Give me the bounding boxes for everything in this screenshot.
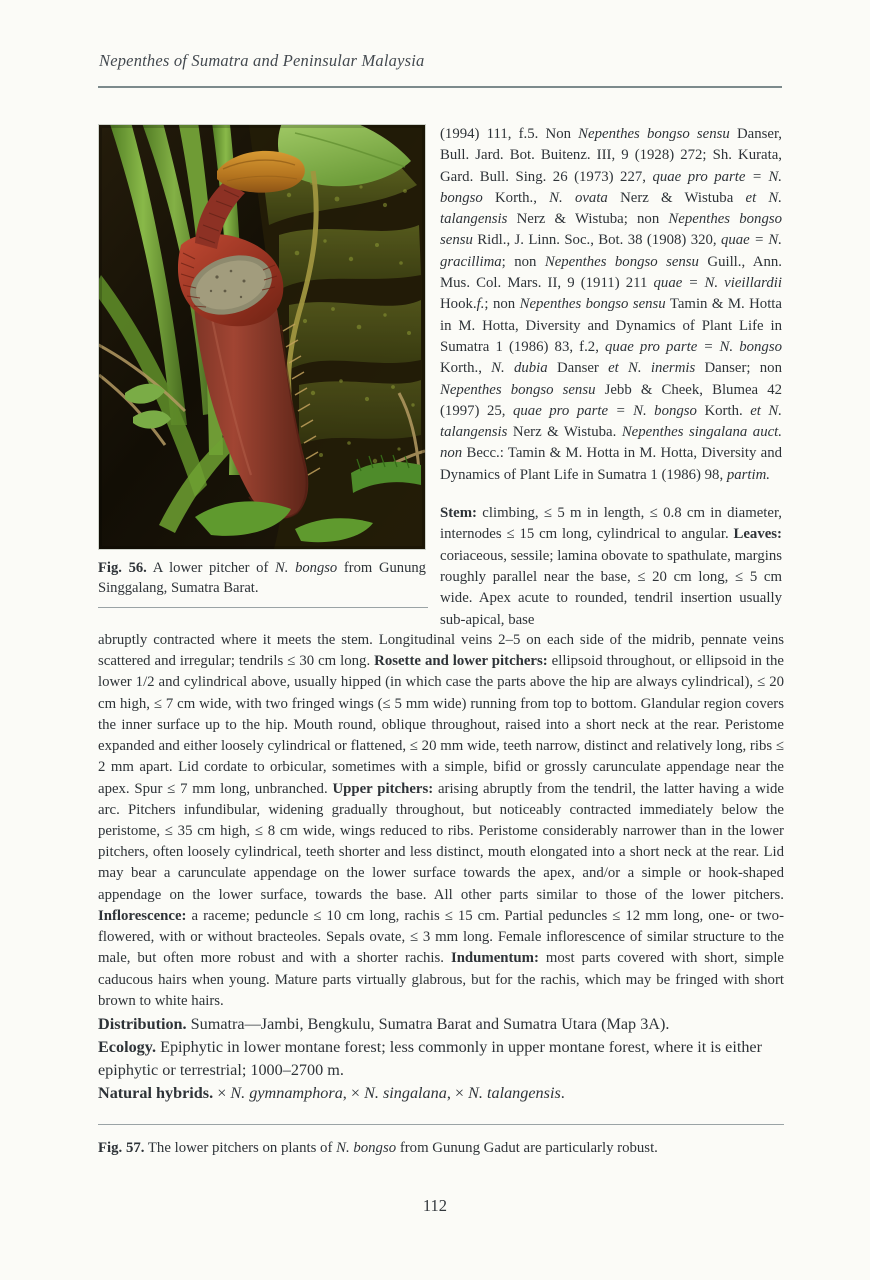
stem-leaves-paragraph: Stem: climbing, ≤ 5 m in length, ≤ 0.8 cm in diameter, internodes ≤ 15 cm long, cylindrical to angular. Leaves: coriaceous, sessile; lamina obovate to spathulate, margins roughly parallel near the base, ≤ 20 cm long, ≤ 5 cm wide. Apex acute to rounded, tendril insertion usually sub-apical, base [440,505,782,628]
pitcher-plant-photo-illustration [99,125,425,549]
figure-56-species-name: N. bongso [275,560,338,576]
distribution-line [98,1013,784,1036]
figure-57-label: Fig. 57. [98,1140,145,1156]
natural-hybrids-text: × N. gymnamphora, × N. singalana, × N. talangensis. [213,1084,565,1102]
figure-57-caption-text-1: The lower pitchers on plants of [144,1140,337,1156]
figure-56-caption-rule [98,607,428,608]
figure-57-caption-text-2: from Gunung Gadut are particularly robust. [396,1140,658,1156]
figure-57-rule [98,1124,784,1125]
synonymy-paragraph: (1994) 111, f.5. Non Nepenthes bongso sensu Danser, Bull. Jard. Bot. Buitenz. III, 9 (1928) 272; Sh. Kurata, Gard. Bull. Sing. 26 (1973) 227, quae pro parte = N. bongso Korth., N. ovata Nerz & Wistuba et N. talangensis Nerz & Wistuba; non Nepenthes bongso sensu Ridl., J. Linn. Soc., Bot. 38 (1908) 320, quae = N. gracillima; non Nepenthes bongso sensu Guill., Ann. Mus. Col. Mars. II, 9 (1911) 211 quae = N. vieillardii Hook.f.; non Nepenthes bongso sensu Tamin & M. Hotta in M. Hotta, Diversity and Dynamics of Plant Life in Sumatra 1 (1986) 83, f.2, quae pro parte = N. bongso Korth., N. dubia Danser et N. inermis Danser; non Nepenthes bongso sensu Jebb & Cheek, Blumea 42 (1997) 25, quae pro parte = N. bongso Korth. et N. talangensis Nerz & Wistuba. Nepenthes singalana auct. non Becc.: Tamin & M. Hotta in M. Hotta, Diversity and Dynamics of Plant Life in Sumatra 1 (1986) 98, partim. [440,126,783,483]
morphology-paragraph: abruptly contracted where it meets the stem. Longitudinal veins 2–5 on each side of the midrib, pennate veins scattered and irregular; tendrils ≤ 30 cm long. Rosette and lower pitchers: ellipsoid throughout, or ellipsoid in the lower 1/2 and cylindrical above, usually hipped (in which case the parts above the hip are always cylindrical), ≤ 20 cm high, ≤ 7 cm wide, with two fringed wings (≤ 5 mm wide) running from top to bottom. Glandular region covers the inner surface up to the hip. Mouth round, oblique throughout, raised into a short neck at the rear. Peristome expanded and either loosely cylindrical or flattened, ≤ 20 mm wide, teeth narrow, distinct and relatively long, ribs ≤ 2 mm apart. Lid cordate to orbicular, sometimes with a simple, bifid or grossly carunculate appendage near the apex. Spur ≤ 7 mm long, unbranched. Upper pitchers: arising abruptly from the tendril, the latter having a wide arc. Pitchers infundibular, widening gradually throughout, but noticeably contracted immediately below the peristome, ≤ 35 cm high, ≤ 8 cm wide, wings reduced to ribs. Peristome considerably narrower than in the lower pitchers, often loosely cylindrical, teeth shorter and less distinct, mouth elongated into a short neck at the rear. Lid may bear a carunculate appendage on the lower surface towards the apex, and/or a simple or hook-shaped appendage on the lower surface, towards the base. All other parts similar to those of the lower pitchers. Inflorescence: a raceme; peduncle ≤ 10 cm long, rachis ≤ 15 cm. Partial peduncles ≤ 12 mm long, one- or two-flowered, with or without bracteoles. Sepals ovate, ≤ 3 mm long. Female inflorescence of similar structure to the male, but often more robust and with a shorter rachis. Indumentum: most parts covered with short, simple caducous hairs when young. Mature parts virtually glabrous, but for the rachis, which may be fringed with short brown to white hairs. [98,632,785,1009]
figure-57-caption [98,1138,784,1159]
figure-56-photo [98,124,426,550]
full-width-description [98,630,784,1012]
two-column-block [98,124,783,628]
natural-hybrids-line [98,1082,784,1105]
figure-57-species-name: N. bongso [336,1140,397,1156]
ecology-line [98,1036,784,1082]
figure-56-caption-text-2: from Gunung Singgalang, Sumatra Barat. [98,560,426,596]
right-column [440,124,782,631]
page-number: 112 [422,1196,448,1215]
natural-hybrids-label: Natural hybrids. [98,1084,214,1102]
running-header: Nepenthes of Sumatra and Peninsular Malaysia [99,51,425,70]
notes-block [98,1013,784,1105]
distribution-label: Distribution. [98,1015,187,1033]
ecology-text: Epiphytic in lower montane forest; less commonly in upper montane forest, where it is either epiphytic or terrestrial; 1000–2700 m. [98,1038,762,1079]
figure-56-caption-text-1: A lower pitcher of [146,560,276,576]
header-rule [98,86,782,88]
figure-56-label: Fig. 56. [98,560,147,576]
left-column [98,124,428,608]
figure-56-caption [98,559,426,598]
distribution-text: Sumatra—Jambi, Bengkulu, Sumatra Barat and Sumatra Utara (Map 3A). [186,1015,670,1033]
ecology-label: Ecology. [98,1038,157,1056]
